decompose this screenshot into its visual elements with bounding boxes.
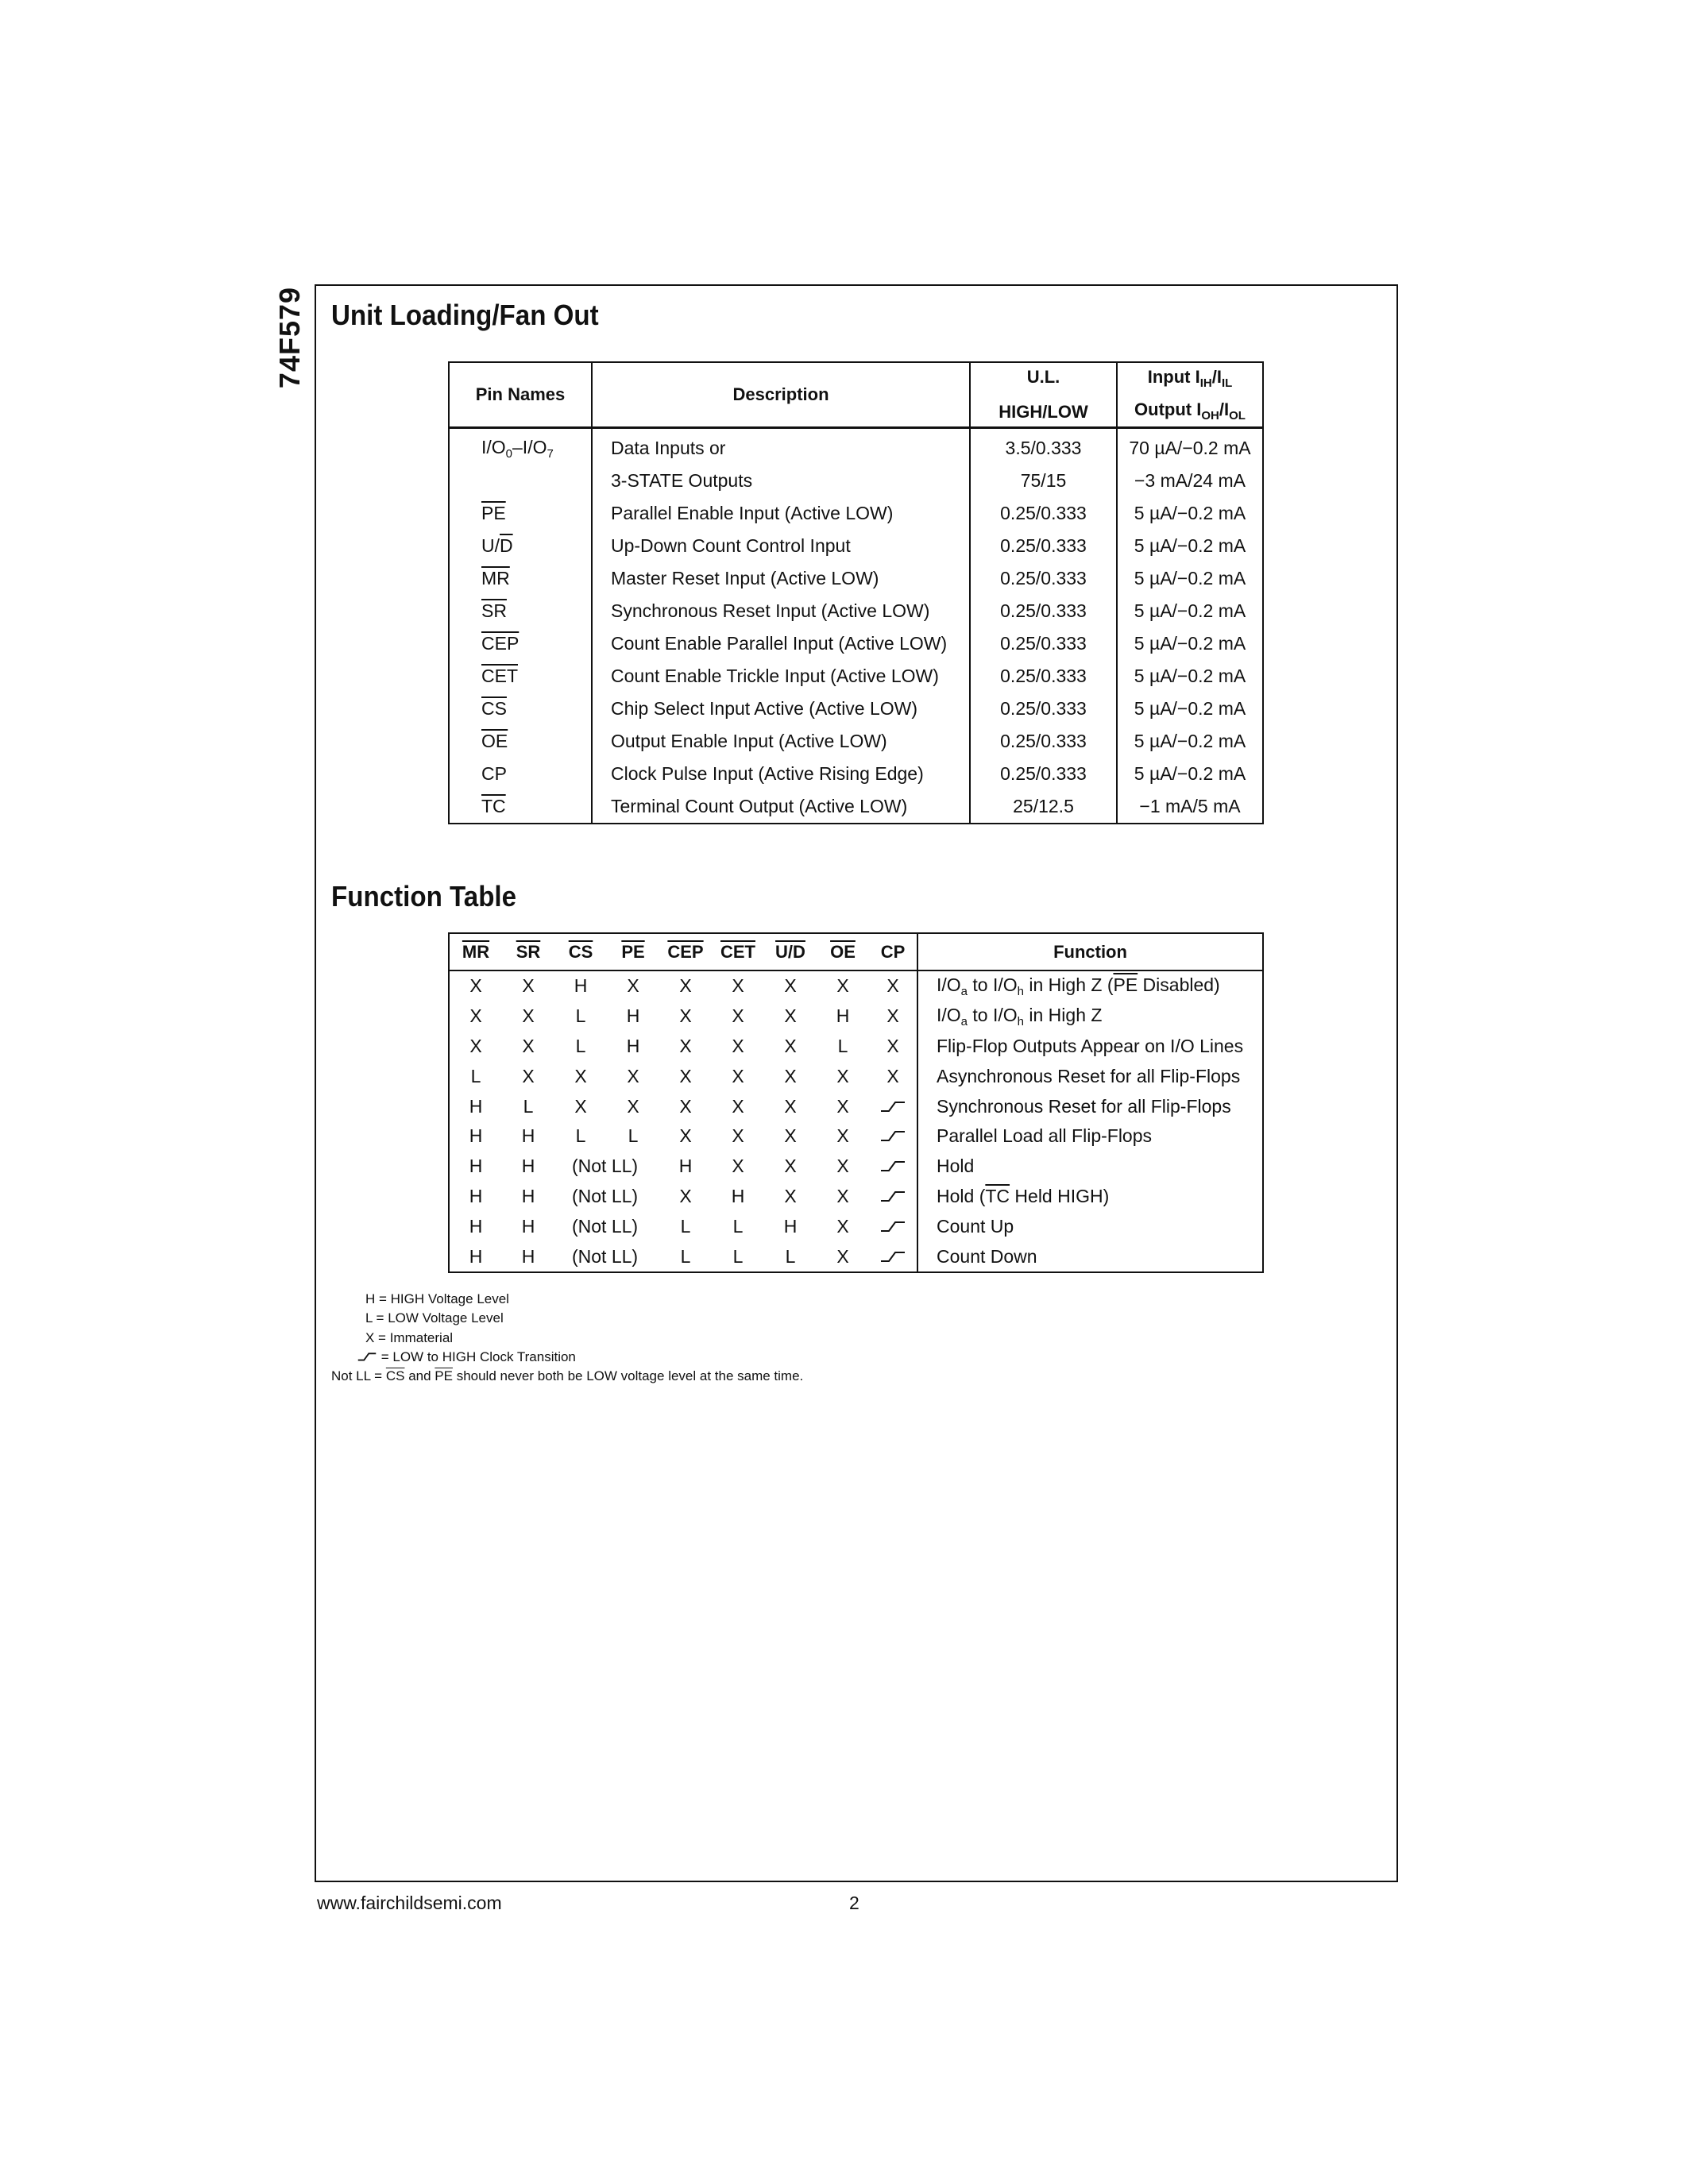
cell-cs: L (575, 1005, 586, 1027)
overlined-text: $\overline{PE}$ (1113, 974, 1138, 995)
pin-description: Terminal Count Output (Active LOW) (592, 790, 970, 824)
cell-cet: X (732, 1065, 744, 1086)
overlined-text: $\overline{CS}$ (481, 698, 507, 719)
header-label: $\overline{CEP}$ (667, 941, 704, 962)
pin-description: Master Reset Input (Active LOW) (592, 562, 970, 595)
header-description: Description (592, 362, 970, 428)
function-description (917, 1032, 1263, 1062)
cell-cet: L (732, 1215, 744, 1237)
cell-cp: X (886, 1005, 899, 1027)
table-row (449, 465, 1263, 497)
header-label: $\overline{MR}$ (462, 941, 490, 962)
table-row (449, 627, 1263, 660)
cell-oe: X (836, 1185, 849, 1206)
overlined-text: $\overline{MR}$ (481, 568, 510, 588)
text-segment: H = HIGH Voltage Level (365, 1291, 509, 1306)
overlined-text: $\overline{PE}$ (435, 1368, 453, 1384)
function-description (917, 1182, 1263, 1212)
cell-u-d: X (784, 1005, 797, 1027)
table-row (449, 660, 1263, 693)
cell-u-d: L (785, 1245, 796, 1267)
pin-description: Synchronous Reset Input (Active LOW) (592, 595, 970, 627)
cell-cep: L (680, 1215, 691, 1237)
current-value: 5 µA/−0.2 mA (1117, 497, 1263, 530)
cell-cep: H (678, 1156, 693, 1177)
pin-description: Output Enable Input (Active LOW) (592, 725, 970, 758)
table-row (449, 693, 1263, 725)
rising-edge-icon (869, 1091, 917, 1121)
cell-cep: X (679, 1125, 692, 1147)
header-label: $\overline{CET}$ (720, 941, 755, 962)
cell-sr: H (521, 1185, 535, 1206)
table-row (449, 1152, 1263, 1182)
text-segment: Held HIGH) (1010, 1185, 1110, 1206)
unit-load-value: 0.25/0.333 (970, 497, 1117, 530)
current-value: −3 mA/24 mA (1117, 465, 1263, 497)
cell-mr: X (469, 1035, 482, 1056)
cell-oe: L (837, 1035, 848, 1056)
table-row (449, 758, 1263, 790)
legend-line (331, 1349, 803, 1368)
cell-cs: X (574, 1095, 587, 1117)
header-cp (869, 933, 917, 970)
cell-sr: H (521, 1245, 535, 1267)
header-ul (970, 362, 1117, 428)
unit-load-value: 0.25/0.333 (970, 758, 1117, 790)
cell-oe: X (836, 1215, 849, 1237)
cell-oe: X (836, 1245, 849, 1267)
cell-oe: X (836, 1156, 849, 1177)
cell-pe: X (627, 975, 639, 997)
cell-u-d: X (784, 1156, 797, 1177)
cell-cs: (Not LL) (572, 1245, 639, 1267)
legend-line (331, 1310, 803, 1329)
pin-description: Chip Select Input Active (Active LOW) (592, 693, 970, 725)
header-label: $\overline{SR}$ (516, 941, 541, 962)
header-label: U/D (775, 941, 805, 962)
cell-pe: L (628, 1125, 639, 1147)
cell-pe: X (627, 1065, 639, 1086)
rising-edge-icon (869, 1121, 917, 1152)
cell-mr: H (469, 1156, 483, 1177)
legend-line (331, 1368, 803, 1387)
overlined-text: $\overline{CEP}$ (481, 633, 520, 654)
text-segment: X = Immaterial (365, 1329, 454, 1345)
table-header-row (449, 362, 1263, 428)
cell-cet: X (732, 1035, 744, 1056)
table-row (449, 1032, 1263, 1062)
pin-name (449, 758, 592, 790)
unit-loading-title: Unit Loading/Fan Out (331, 299, 599, 331)
table-row (449, 428, 1263, 465)
text-segment: Parallel Load all Flip-Flops (937, 1125, 1153, 1147)
overlined-text: $\overline{TC}$ (985, 1185, 1010, 1206)
cell-u-d: X (784, 1065, 797, 1086)
function-description (917, 1241, 1263, 1272)
page-number: 2 (849, 1893, 859, 1913)
current-value: 5 µA/−0.2 mA (1117, 530, 1263, 562)
current-value: 5 µA/−0.2 mA (1117, 627, 1263, 660)
cell-mr: X (469, 1005, 482, 1027)
cell-mr: H (469, 1215, 483, 1237)
text-segment: Hold (937, 1156, 975, 1177)
cell-u-d: X (784, 1095, 797, 1117)
function-description (917, 1001, 1263, 1032)
unit-load-value: 0.25/0.333 (970, 725, 1117, 758)
pin-description: Count Enable Trickle Input (Active LOW) (592, 660, 970, 693)
unit-load-value: 0.25/0.333 (970, 627, 1117, 660)
current-value: −1 mA/5 mA (1117, 790, 1263, 824)
overlined-text: $\overline{CS}$ (385, 1368, 405, 1384)
table-row (449, 1211, 1263, 1241)
cell-cs: (Not LL) (572, 1156, 639, 1177)
cell-cp: X (886, 1065, 899, 1086)
table-row (449, 1001, 1263, 1032)
header-cs (554, 933, 607, 970)
cell-cet: X (732, 1095, 744, 1117)
part-number-side-label: 74F579 (273, 286, 306, 389)
pin-name (449, 627, 592, 660)
header-sr (502, 933, 554, 970)
text-segment: /I (1211, 367, 1222, 387)
header-label: $\overline{OE}$ (830, 941, 856, 962)
unit-load-value: 3.5/0.333 (970, 428, 1117, 465)
current-value: 70 µA/−0.2 mA (1117, 428, 1263, 465)
cell-cs: X (574, 1065, 587, 1086)
cell-sr: X (522, 1065, 535, 1086)
rising-edge-icon (869, 1211, 917, 1241)
pin-name (449, 428, 592, 465)
unit-loading-table (448, 361, 1264, 824)
rising-edge-icon (357, 1349, 377, 1364)
cell-mr: L (470, 1065, 481, 1086)
text-segment: in High Z ( (1024, 974, 1114, 995)
header-cep (659, 933, 712, 970)
cell-cet: X (732, 1005, 744, 1027)
unit-load-value: 0.25/0.333 (970, 660, 1117, 693)
table-row (449, 595, 1263, 627)
cell-sr: X (522, 1035, 535, 1056)
text-segment: Input I (1147, 367, 1200, 387)
text-segment: to I/O (968, 1004, 1018, 1025)
cell-cet: X (732, 1125, 744, 1147)
header-label: $\overline{CS}$ (568, 941, 593, 962)
text-segment: U/ (481, 535, 500, 556)
cell-cs: (Not LL) (572, 1185, 639, 1206)
cell-u-d: X (784, 1125, 797, 1147)
cell-mr: H (469, 1185, 483, 1206)
table-row (449, 497, 1263, 530)
cell-sr: X (522, 975, 535, 997)
header-oe (817, 933, 869, 970)
cell-cs: L (575, 1035, 586, 1056)
text-segment: –I/O (512, 436, 547, 457)
text-segment: Count Up (937, 1215, 1014, 1237)
cell-sr: H (521, 1215, 535, 1237)
subscript-text: 0 (505, 446, 513, 461)
cell-oe: X (836, 1095, 849, 1117)
text-segment: should never both be LOW voltage level at the same time. (452, 1368, 804, 1384)
unit-load-value: 0.25/0.333 (970, 595, 1117, 627)
pin-description: Data Inputs or (592, 428, 970, 465)
current-value: 5 µA/−0.2 mA (1117, 562, 1263, 595)
cell-cs: L (575, 1125, 586, 1147)
subscript-text: IH (1199, 376, 1212, 390)
header-function: Function (917, 933, 1263, 970)
unit-load-value: 0.25/0.333 (970, 693, 1117, 725)
rising-edge-icon (869, 1241, 917, 1272)
header-io-line1 (1118, 367, 1262, 390)
cell-cs: (Not LL) (572, 1215, 639, 1237)
cell-pe: X (627, 1095, 639, 1117)
pin-name (449, 497, 592, 530)
overlined-text: $\overline{CET}$ (481, 666, 518, 686)
table-row (449, 970, 1263, 1001)
cell-cep: X (679, 1035, 692, 1056)
cell-u-d: X (784, 1035, 797, 1056)
pin-description: Clock Pulse Input (Active Rising Edge) (592, 758, 970, 790)
cell-sr: H (521, 1156, 535, 1177)
pin-name (449, 660, 592, 693)
table-header-row (449, 933, 1263, 970)
text-segment: Hold ( (937, 1185, 986, 1206)
cell-oe: X (836, 1125, 849, 1147)
header-ul-line1: U.L. (1026, 367, 1060, 387)
current-value: 5 µA/−0.2 mA (1117, 660, 1263, 693)
header-u-d (764, 933, 817, 970)
subscript-text: 7 (547, 446, 554, 461)
header-mr (449, 933, 502, 970)
cell-cet: H (731, 1185, 745, 1206)
pin-name (449, 562, 592, 595)
pin-description: Parallel Enable Input (Active LOW) (592, 497, 970, 530)
pin-name (449, 790, 592, 824)
table-row (449, 1061, 1263, 1091)
subscript-text: h (1017, 1014, 1024, 1028)
cell-oe: X (836, 975, 849, 997)
pin-name (449, 725, 592, 758)
pin-name (449, 595, 592, 627)
unit-load-value: 0.25/0.333 (970, 530, 1117, 562)
cell-cet: L (732, 1245, 744, 1267)
function-description (917, 1121, 1263, 1152)
cell-cep: X (679, 1065, 692, 1086)
cell-mr: H (469, 1125, 483, 1147)
pin-name (449, 465, 592, 497)
unit-load-value: 25/12.5 (970, 790, 1117, 824)
cell-mr: H (469, 1095, 483, 1117)
cell-cet: X (732, 975, 744, 997)
subscript-text: a (960, 1014, 968, 1028)
subscript-text: h (1017, 984, 1024, 998)
pin-name (449, 530, 592, 562)
text-segment: CP (481, 763, 507, 784)
table-row (449, 1121, 1263, 1152)
text-segment: /I (1219, 399, 1230, 419)
subscript-text: OL (1229, 409, 1246, 423)
function-description (917, 970, 1263, 1001)
legend-line (331, 1330, 803, 1349)
unit-load-value: 75/15 (970, 465, 1117, 497)
cell-oe: H (836, 1005, 850, 1027)
footer-url: www.fairchildsemi.com (317, 1893, 502, 1913)
legend (331, 1291, 803, 1387)
current-value: 5 µA/−0.2 mA (1117, 595, 1263, 627)
cell-cep: X (679, 1185, 692, 1206)
text-segment: Flip-Flop Outputs Appear on I/O Lines (937, 1035, 1244, 1056)
cell-u-d: X (784, 1185, 797, 1206)
text-segment: I/O (481, 436, 506, 457)
cell-cep: L (680, 1245, 691, 1267)
header-label: $\overline{PE}$ (621, 941, 645, 962)
pin-name (449, 693, 592, 725)
cell-cp: X (886, 975, 899, 997)
cell-cep: X (679, 975, 692, 997)
text-segment: and (404, 1368, 435, 1384)
cell-cet: X (732, 1156, 744, 1177)
subscript-text: OH (1201, 409, 1219, 423)
cell-cep: X (679, 1005, 692, 1027)
cell-sr: X (522, 1005, 535, 1027)
table-row (449, 562, 1263, 595)
cell-u-d: H (783, 1215, 798, 1237)
table-row (449, 790, 1263, 824)
current-value: 5 µA/−0.2 mA (1117, 758, 1263, 790)
cell-cep: X (679, 1095, 692, 1117)
table-row (449, 1091, 1263, 1121)
subscript-text: a (960, 984, 968, 998)
current-value: 5 µA/−0.2 mA (1117, 725, 1263, 758)
header-ul-line2: HIGH/LOW (999, 402, 1088, 422)
rising-edge-icon (869, 1182, 917, 1212)
cell-oe: X (836, 1065, 849, 1086)
overlined-text: $\overline{TC}$ (481, 796, 506, 816)
cell-mr: H (469, 1245, 483, 1267)
cell-cp: X (886, 1035, 899, 1056)
rising-edge-icon (869, 1152, 917, 1182)
unit-load-value: 0.25/0.333 (970, 562, 1117, 595)
table-row (449, 1182, 1263, 1212)
table-row (449, 530, 1263, 562)
header-cet (712, 933, 764, 970)
text-segment: = LOW to HIGH Clock Transition (377, 1349, 576, 1364)
subscript-text: IL (1221, 376, 1233, 390)
function-description (917, 1091, 1263, 1121)
header-label: CP (880, 941, 906, 962)
text-segment: Output I (1134, 399, 1202, 419)
table-row (449, 1241, 1263, 1272)
cell-sr: L (523, 1095, 534, 1117)
header-pe (607, 933, 659, 970)
cell-pe: H (626, 1035, 640, 1056)
cell-cs: H (574, 975, 588, 997)
overlined-text: $\overline{SR}$ (481, 600, 507, 621)
cell-mr: X (469, 975, 482, 997)
text-segment: in High Z (1024, 1004, 1103, 1025)
function-table (448, 932, 1264, 1273)
table-row (449, 725, 1263, 758)
current-value: 5 µA/−0.2 mA (1117, 693, 1263, 725)
text-segment: Not LL = (331, 1368, 386, 1384)
function-description (917, 1152, 1263, 1182)
text-segment: L = LOW Voltage Level (365, 1310, 504, 1326)
header-io-line2 (1118, 399, 1262, 423)
function-description (917, 1211, 1263, 1241)
pin-description: 3-STATE Outputs (592, 465, 970, 497)
text-segment: Asynchronous Reset for all Flip-Flops (937, 1065, 1241, 1086)
text-segment: I/O (937, 1004, 961, 1025)
cell-pe: H (626, 1005, 640, 1027)
cell-sr: H (521, 1125, 535, 1147)
overlined-text: $\overline{PE}$ (481, 503, 506, 523)
text-segment: Count Down (937, 1245, 1037, 1267)
header-io (1117, 362, 1263, 428)
cell-u-d: X (784, 975, 797, 997)
header-pin-names: Pin Names (449, 362, 592, 428)
text-segment: Synchronous Reset for all Flip-Flops (937, 1095, 1231, 1117)
pin-description: Count Enable Parallel Input (Active LOW) (592, 627, 970, 660)
text-segment: to I/O (968, 974, 1018, 995)
pin-description: Up-Down Count Control Input (592, 530, 970, 562)
legend-line (331, 1291, 803, 1310)
text-segment: I/O (937, 974, 961, 995)
overlined-text: $\overline{D}$ (500, 535, 513, 556)
function-table-title: Function Table (331, 880, 517, 913)
overlined-text: $\overline{OE}$ (481, 731, 508, 751)
text-segment: Disabled) (1138, 974, 1220, 995)
function-description (917, 1061, 1263, 1091)
